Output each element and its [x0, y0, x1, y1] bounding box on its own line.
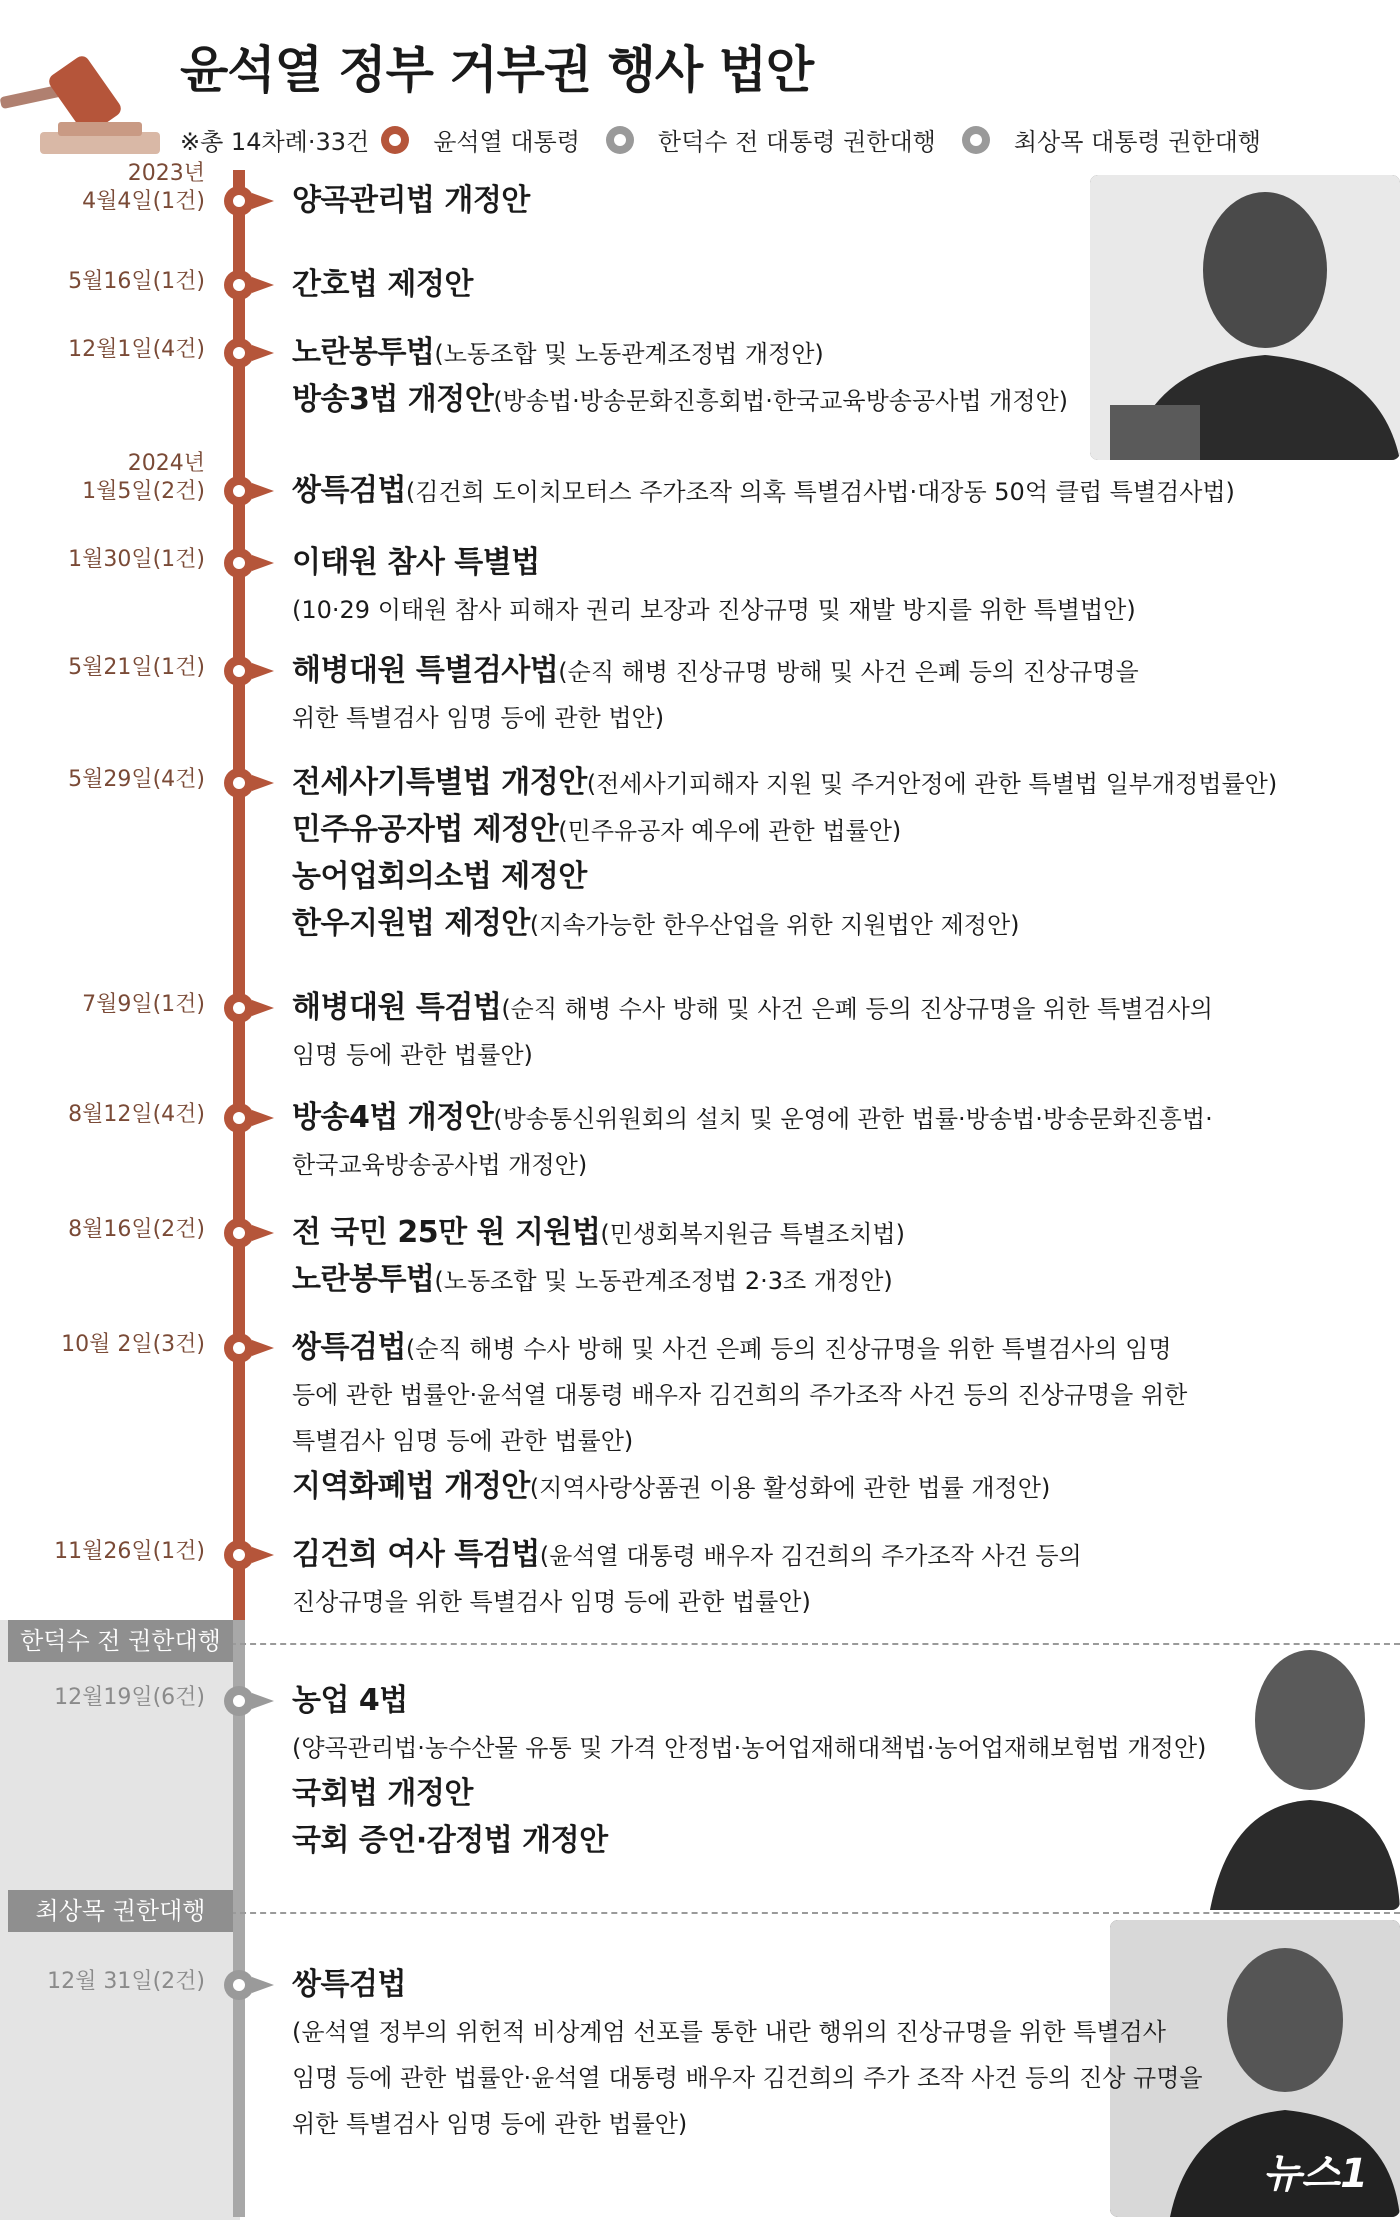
event-date-line: 5월16일(1건) [68, 269, 205, 294]
legend [180, 122, 1275, 157]
bill-name: 쌍특검법 [292, 473, 406, 508]
bill-line [292, 2009, 1382, 2055]
timeline-spine-yoon [233, 170, 245, 1620]
bill-line [292, 1325, 1382, 1372]
event-date-line: 12월1일(4건) [68, 337, 205, 362]
bill-line [292, 901, 1382, 948]
bill-line [292, 1032, 1382, 1078]
timeline-node-icon [224, 768, 254, 798]
bill-line [292, 1771, 1382, 1818]
timeline-node-icon [224, 1686, 254, 1716]
event-date [0, 336, 205, 364]
bill-line [292, 262, 1382, 309]
bill-name: 지역화폐법 개정안 [292, 1469, 530, 1504]
timeline-arrow-icon [252, 193, 274, 209]
event-date-line: 2023년 [127, 161, 205, 186]
bill-line [292, 377, 1382, 424]
legend-total: ※총 14차례·33건 [180, 128, 370, 156]
bill-name: 해병대원 특검법 [292, 990, 502, 1025]
bill-line [292, 2101, 1382, 2147]
event-date [0, 1538, 205, 1566]
bill-description: (윤석열 대통령 배우자 김건희의 주가조작 사건 등의 [539, 1542, 1082, 1570]
timeline-arrow-icon [252, 663, 274, 679]
bill-name: 이태원 참사 특별법 [292, 545, 540, 580]
event-date-line: 4월4일(1건) [82, 189, 205, 214]
event-bills [292, 985, 1382, 1078]
bill-name: 방송4법 개정안 [292, 1100, 494, 1135]
timeline-arrow-icon [252, 1693, 274, 1709]
timeline-arrow-icon [252, 1225, 274, 1241]
timeline-node-icon [224, 1333, 254, 1363]
bill-name: 노란봉투법 [292, 1262, 435, 1297]
bill-description: (윤석열 정부의 위헌적 비상계엄 선포를 통한 내란 행위의 진상규명을 위한 특별검사 [292, 2018, 1166, 2046]
legend-item-choi: 최상목 대통령 권한대행 [950, 122, 1261, 157]
bill-name: 방송3법 개정안 [292, 382, 494, 417]
event-bills [292, 1325, 1382, 1511]
bill-description: 임명 등에 관한 법률안) [292, 1041, 533, 1069]
legend-item-han: 한덕수 전 대통령 권한대행 [594, 122, 936, 157]
event-date [0, 268, 205, 296]
event-date-line: 1월30일(1건) [68, 547, 205, 572]
event-date [0, 1684, 205, 1712]
event-date-line: 11월26일(1건) [54, 1539, 205, 1564]
bill-description: (지역사랑상품권 이용 활성화에 관한 법률 개정안) [529, 1474, 1051, 1502]
bill-description: (지속가능한 한우산업을 위한 지원법안 제정안) [529, 911, 1020, 939]
bill-description: 한국교육방송공사법 개정안) [292, 1151, 588, 1179]
section-label-choi: 최상목 권한대행 [8, 1890, 233, 1932]
timeline-node-icon [224, 656, 254, 686]
bill-line [292, 1095, 1382, 1142]
bill-line [292, 330, 1382, 377]
event-date-line: 12월 31일(2건) [47, 1969, 205, 1994]
timeline-arrow-icon [252, 1000, 274, 1016]
timeline-node-icon [224, 1103, 254, 1133]
legend-marker-choi-icon [962, 126, 990, 154]
bill-description: (10·29 이태원 참사 피해자 권리 보장과 진상규명 및 재발 방지를 위한 특별법안) [292, 596, 1136, 624]
bill-description: 특별검사 임명 등에 관한 법률안) [292, 1427, 634, 1455]
event-date [0, 160, 205, 216]
bill-line [292, 648, 1382, 695]
event-date [0, 1216, 205, 1244]
event-date [0, 766, 205, 794]
bill-description: (양곡관리법·농수산물 유통 및 가격 안정법·농어업재해대책법·농어업재해보험법 개정안) [292, 1734, 1207, 1762]
timeline-arrow-icon [252, 345, 274, 361]
event-bills [292, 1532, 1382, 1625]
bill-name: 농어업회의소법 제정안 [292, 859, 587, 894]
event-date-line: 5월21일(1건) [68, 655, 205, 680]
bill-description: 위한 특별검사 임명 등에 관한 법률안) [292, 2110, 688, 2138]
event-date-line: 5월29일(4건) [68, 767, 205, 792]
legend-marker-han-icon [606, 126, 634, 154]
bill-line [292, 1372, 1382, 1418]
timeline-node-icon [224, 993, 254, 1023]
bill-name: 쌍특검법 [292, 1330, 406, 1365]
bill-description: (민생회복지원금 특별조치법) [600, 1220, 905, 1248]
bill-line [292, 468, 1382, 515]
event-date-line: 10월 2일(3건) [61, 1332, 205, 1357]
timeline-arrow-icon [252, 1110, 274, 1126]
timeline-arrow-icon [252, 1547, 274, 1563]
bill-description: (방송통신위원회의 설치 및 운영에 관한 법률·방송법·방송문화진흥법· [493, 1105, 1213, 1133]
bill-line [292, 1962, 1382, 2009]
timeline-node-icon [224, 186, 254, 216]
bill-name: 노란봉투법 [292, 335, 435, 370]
event-bills [292, 1678, 1382, 1865]
event-date [0, 991, 205, 1019]
event-date-line: 12월19일(6건) [54, 1685, 205, 1710]
event-bills [292, 648, 1382, 741]
bill-name: 농업 4법 [292, 1683, 408, 1718]
bill-line [292, 760, 1382, 807]
event-date [0, 1331, 205, 1359]
bill-line [292, 695, 1382, 741]
bill-description: 진상규명을 위한 특별검사 임명 등에 관한 법률안) [292, 1588, 811, 1616]
event-bills [292, 1210, 1382, 1304]
section-label-han: 한덕수 전 권한대행 [8, 1620, 233, 1662]
event-date [0, 1101, 205, 1129]
event-date-line: 1월5일(2건) [82, 479, 205, 504]
bill-description: (민주유공자 예우에 관한 법률안) [558, 817, 902, 845]
event-bills [292, 1095, 1382, 1188]
bill-name: 해병대원 특별검사법 [292, 653, 559, 688]
bill-description: (노동조합 및 노동관계조정법 개정안) [434, 340, 824, 368]
event-date-line: 7월9일(1건) [82, 992, 205, 1017]
event-date [0, 1968, 205, 1996]
bill-line [292, 587, 1382, 633]
bill-line [292, 854, 1382, 901]
event-bills [292, 178, 1382, 225]
bill-description: (순직 해병 수사 방해 및 사건 은폐 등의 진상규명을 위한 특별검사의 임명 [405, 1335, 1172, 1363]
bill-description: (방송법·방송문화진흥회법·한국교육방송공사법 개정안) [493, 387, 1069, 415]
timeline-node-icon [224, 270, 254, 300]
event-bills [292, 330, 1382, 424]
bill-line [292, 2055, 1382, 2101]
bill-line [292, 1818, 1382, 1865]
bill-description: (순직 해병 수사 방해 및 사건 은폐 등의 진상규명을 위한 특별검사의 [501, 995, 1213, 1023]
timeline-node-icon [224, 476, 254, 506]
bill-name: 국회 증언·감정법 개정안 [292, 1823, 608, 1858]
bill-name: 전 국민 25만 원 지원법 [292, 1215, 601, 1250]
bill-description: (순직 해병 진상규명 방해 및 사건 은폐 등의 진상규명을 [558, 658, 1139, 686]
bill-description: (전세사기피해자 지원 및 주거안정에 관한 특별법 일부개정법률안) [586, 770, 1278, 798]
page-title: 윤석열 정부 거부권 행사 법안 [180, 41, 814, 99]
bill-name: 전세사기특별법 개정안 [292, 765, 587, 800]
timeline-arrow-icon [252, 1977, 274, 1993]
bill-name: 간호법 제정안 [292, 267, 473, 302]
event-date-line: 2024년 [127, 451, 205, 476]
timeline-node-icon [224, 548, 254, 578]
bill-line [292, 1464, 1382, 1511]
bill-line [292, 540, 1382, 587]
timeline-node-icon [224, 1540, 254, 1570]
event-date-line: 8월16일(2건) [68, 1217, 205, 1242]
timeline-node-icon [224, 1970, 254, 2000]
bill-line [292, 178, 1382, 225]
timeline-node-icon [224, 338, 254, 368]
bill-name: 국회법 개정안 [292, 1776, 473, 1811]
bill-description: 임명 등에 관한 법률안·윤석열 대통령 배우자 김건희의 주가 조작 사건 등의 진상 규명을 [292, 2064, 1203, 2092]
timeline-arrow-icon [252, 555, 274, 571]
bill-line [292, 985, 1382, 1032]
bill-name: 민주유공자법 제정안 [292, 812, 559, 847]
timeline-arrow-icon [252, 483, 274, 499]
event-bills [292, 262, 1382, 309]
bill-line [292, 1579, 1382, 1625]
event-date [0, 654, 205, 682]
legend-item-yoon: 윤석열 대통령 [369, 122, 580, 157]
event-bills [292, 760, 1382, 948]
bill-description: (노동조합 및 노동관계조정법 2·3조 개정안) [434, 1267, 893, 1295]
bill-description: 위한 특별검사 임명 등에 관한 법안) [292, 704, 665, 732]
timeline-node-icon [224, 1218, 254, 1248]
divider-choi [230, 1912, 1400, 1914]
bill-line [292, 1142, 1382, 1188]
bill-line [292, 1257, 1382, 1304]
bill-name: 쌍특검법 [292, 1967, 406, 2002]
bill-line [292, 1418, 1382, 1464]
bill-line [292, 1725, 1382, 1771]
bill-name: 한우지원법 제정안 [292, 906, 530, 941]
event-date [0, 450, 205, 506]
timeline-arrow-icon [252, 277, 274, 293]
bill-line [292, 807, 1382, 854]
bill-line [292, 1532, 1382, 1579]
event-bills [292, 540, 1382, 633]
news1-logo: 뉴스1 [1262, 2151, 1368, 2197]
bill-description: 등에 관한 법률안·윤석열 대통령 배우자 김건희의 주가조작 사건 등의 진상규명을 위한 [292, 1381, 1188, 1409]
timeline-arrow-icon [252, 1340, 274, 1356]
event-date-line: 8월12일(4건) [68, 1102, 205, 1127]
event-bills [292, 1962, 1382, 2147]
timeline-arrow-icon [252, 775, 274, 791]
bill-line [292, 1210, 1382, 1257]
bill-name: 김건희 여사 특검법 [292, 1537, 540, 1572]
event-bills [292, 468, 1382, 515]
event-date [0, 546, 205, 574]
bill-description: (김건희 도이치모터스 주가조작 의혹 특별검사법·대장동 50억 클럽 특별검사법) [405, 478, 1235, 506]
gavel-icon [0, 20, 170, 160]
legend-marker-yoon-icon [381, 126, 409, 154]
bill-name: 양곡관리법 개정안 [292, 183, 530, 218]
bill-line [292, 1678, 1382, 1725]
